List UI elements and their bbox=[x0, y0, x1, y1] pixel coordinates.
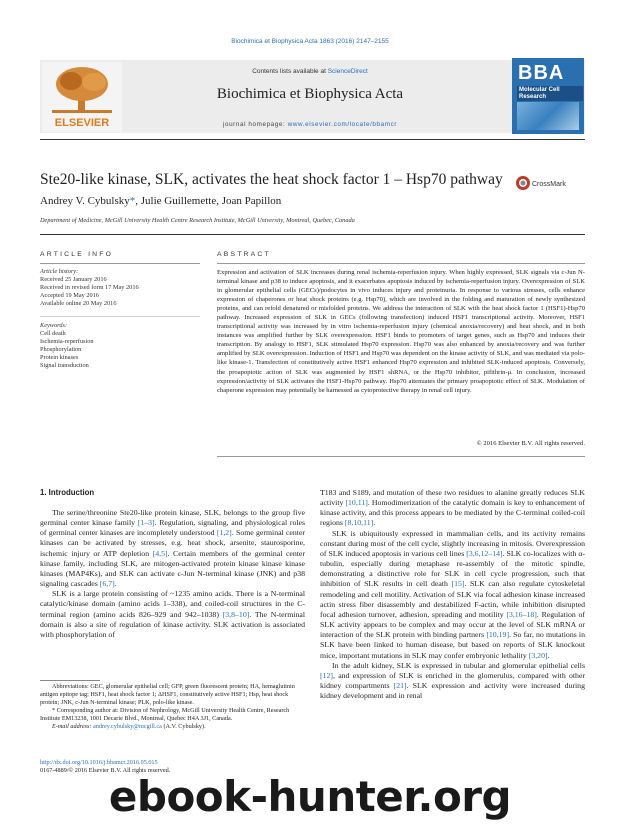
keyword: Signal transduction bbox=[40, 362, 89, 370]
homepage-link[interactable]: www.elsevier.com/locate/bbamcr bbox=[287, 121, 398, 128]
crossmark-badge[interactable] bbox=[515, 175, 585, 191]
paragraph-text: . Regulation of SLK activity appears to be complex and may occur at the level of SLK mRNA or interaction of the SLK protein with binding partners bbox=[320, 609, 585, 640]
abstract-end-rule bbox=[217, 456, 585, 457]
abstract-rule bbox=[217, 263, 585, 264]
paragraph-text: . Regulation, signaling, and physiological roles of germinal center kinases are incompletely understood bbox=[40, 518, 305, 538]
journal-title: Biochimica et Biophysica Acta bbox=[216, 86, 404, 102]
history-item: Accepted 19 May 2016 bbox=[40, 292, 99, 300]
citation-link[interactable]: [1,2] bbox=[216, 528, 232, 538]
issn-copyright: 0167-4889/© 2016 Elsevier B.V. All rights reserved. bbox=[40, 767, 171, 774]
intro-paragraph bbox=[40, 508, 305, 589]
citation-link[interactable]: [21] bbox=[393, 680, 407, 690]
keyword: Ischemia-reperfusion bbox=[40, 338, 94, 346]
homepage-prefix: journal homepage: bbox=[222, 121, 288, 128]
citation-link[interactable]: [10,11] bbox=[345, 498, 368, 508]
watermark: ebook-hunter.org bbox=[108, 772, 512, 821]
info-divider bbox=[40, 316, 200, 317]
intro-paragraph bbox=[320, 488, 585, 529]
keyword: Cell death bbox=[40, 330, 66, 338]
abstract-copyright: © 2016 Elsevier B.V. All rights reserved. bbox=[476, 440, 585, 447]
paragraph-text: . The N-terminal domain is also a site of regulation of kinase activity. SLK activation is associated with phosphorylation of bbox=[40, 609, 305, 639]
journal-reference: Biochimica et Biophysica Acta 1863 (2016) 2147–2155 bbox=[231, 38, 389, 45]
article-title: Ste20-like kinase, SLK, activates the heat shock factor 1 – Hsp70 pathway bbox=[40, 171, 503, 188]
citation-link[interactable]: [3,6,12–14] bbox=[466, 548, 503, 558]
email-label: E-mail address: bbox=[52, 723, 94, 730]
article-info-heading: ARTICLE INFO bbox=[40, 251, 114, 258]
left-column bbox=[40, 508, 305, 640]
history-item: Available online 20 May 2016 bbox=[40, 300, 117, 308]
author-list bbox=[40, 195, 281, 207]
keywords bbox=[40, 322, 195, 371]
footnote-rule bbox=[40, 680, 100, 681]
history-item: Received in revised form 17 May 2016 bbox=[40, 284, 139, 292]
intro-paragraph bbox=[40, 589, 305, 640]
email-link[interactable]: andrey.cybulsky@mcgill.ca bbox=[93, 723, 162, 730]
email-suffix: (A.V. Cybulsky). bbox=[161, 723, 206, 730]
intro-paragraph bbox=[320, 529, 585, 661]
paragraph-text: SLK is ubiquitously expressed in mammalian cells, and its activity remains constant during most of the cell cycle, slightly increasing in mitosis. Overexpression of SLK induced apoptosis in various cell lines bbox=[320, 528, 585, 558]
cover-subtitle: Molecular Cell Research bbox=[517, 86, 583, 101]
paragraph-text: . SLK co-localizes with α-tubulin, especially during metaphase re-assembly of the mitotic spindle, demonstrating a distinctive role for SLK in cell cycle progression, such that inhibition of SLK results in cell death bbox=[320, 548, 586, 589]
abstract-text: Expression and activation of SLK increases during renal ischemia-reperfusion injury. When highly expressed, SLK signals via c-Jun N-terminal kinase and p38 to induce apoptosis, and it exacerbates apoptosis induced by ischemia-reperfusion injury. Overexpression of SLK in glomerular epithelial cells (GECs)/podocytes in vivo induces injury and proteinuria. In response to various stresses, cells enhance expression of chaperones or heat shock proteins (e.g. Hsp70), which are involved in the folding and maturation of newly synthesized proteins, and can refold denatured or misfolded proteins. We address the interaction of SLK with the heat shock factor 1 (HSF1)-Hsp70 pathway. Increased expression of SLK in GECs (following transfection) induced HSF1 transcriptional activity. Moreover, HSF1 transcriptional activity was increased by in vitro ischemia-reperfusion injury (chemical anoxia/recovery) and heat shock, and in both instances was amplified further by SLK overexpression. HSF1 binds to promoters of target genes, such as Hsp70 and induces their transcription. By analogy to HSF1, SLK stimulated Hsp70 expression. Hsp70 was also enhanced by anoxia/recovery and was further amplified by SLK overexpression. Induction of HSF1 and Hsp70 was dependent on the kinase activity of SLK, and was mediated via polo-like kinase-1. Transfection of constitutively active HSF1 enhanced Hsp70 expression and inhibited SLK-induced apoptosis. Conversely, the proapoptotic action of SLK was augmented by HSF1 shRNA, or the Hsp70 inhibitor, pifithrin-μ. In conclusion, increased expression/activity of SLK activates the HSF1-Hsp70 pathway. Hsp70 attenuates the primary proapoptotic effect of SLK. Modulation of chaperone expression may potentially be harnessed as cytoprotective therapy in renal cell injury. bbox=[217, 269, 585, 394]
citation-link[interactable]: [8,10,11] bbox=[344, 518, 374, 528]
abbreviations-footnote: Abbreviations: GEC, glomerular epithelial cell; GFP, green fluorescent protein; HA, hemaglutinin antigen epitope tag; HSF1, heat shock factor 1; ΔHSF1, constitutively active HSF1; Hsp, heat shock protein; JNK, c-Jun N-terminal kinase; PLK, polo-like kinase. bbox=[40, 683, 295, 706]
info-rule bbox=[40, 263, 200, 264]
paragraph-text: . bbox=[114, 579, 117, 589]
keyword: Phosphorylation bbox=[40, 346, 82, 354]
citation-link[interactable]: [3,16–18] bbox=[506, 609, 537, 619]
paragraph-text: SLK is a large protein consisting of ~1235 amino acids. There is a N-terminal catalytic/kinase domain (amino acids 1–338), and coiled-coil structures in the C-terminal region (amino acids 826–929 and 942–1038) bbox=[40, 589, 305, 619]
footnotes bbox=[40, 683, 305, 731]
citation-link[interactable]: [3,20] bbox=[528, 650, 548, 660]
crossmark-label: CrossMark bbox=[532, 181, 566, 188]
journal-cover bbox=[512, 58, 584, 134]
intro-paragraph bbox=[320, 661, 585, 702]
author-first: Andrey V. Cybulsky bbox=[40, 195, 130, 207]
keywords-label: Keywords: bbox=[40, 322, 68, 329]
keyword: Protein kinases bbox=[40, 354, 79, 362]
citation-link[interactable]: [12] bbox=[320, 670, 333, 680]
sciencedirect-link[interactable]: ScienceDirect bbox=[327, 68, 368, 75]
abstract-heading: ABSTRACT bbox=[217, 251, 271, 258]
right-column bbox=[320, 488, 585, 701]
paragraph-text: . SLK can also regulate cytoskeletal remodeling and cell motility. Activation of SLK via focal adhesion kinase increased actin stress fiber disassembly and destabilized F-actin, while inhibition disrupted focal adhesion turnover, adhesion, spreading and motility bbox=[320, 579, 585, 619]
paragraph-text: In the adult kidney, SLK is expressed in tubular and glomerular epithelial cells bbox=[332, 660, 585, 670]
citation-link[interactable]: [10,19] bbox=[486, 630, 510, 640]
paragraph-text: . Some germinal center kinases can be activated by stresses, e.g. heat shock, arsenite, staurosporine, ischemic injury or ATP depletion bbox=[40, 528, 306, 558]
paragraph-text: . Certain members of the germinal center kinase family, including SLK, are mitogen-activated protein kinase kinase kinase kinases (MAP4Ks), and SLK can activate c-Jun N-terminal kinase (JNK) and p38 signaling cascades bbox=[40, 548, 305, 589]
citation-link[interactable]: [4,5] bbox=[152, 548, 168, 558]
paragraph-text: The serine/threonine Ste20-like protein kinase, SLK, belongs to the group five germinal center kinase family bbox=[40, 508, 305, 528]
cover-art bbox=[517, 102, 579, 130]
contents-prefix: Contents lists available at bbox=[252, 68, 328, 75]
citation-link[interactable]: [3,8–10] bbox=[222, 609, 250, 619]
introduction-heading: 1. Introduction bbox=[40, 488, 95, 497]
citation-link[interactable]: [6,7] bbox=[99, 579, 115, 589]
corresponding-mark[interactable]: * bbox=[129, 195, 136, 207]
history-label: Article history: bbox=[40, 268, 79, 275]
paragraph-text: . So far, no mutations in SLK have been linked to human disease, but based on reports of SLK knockout mice, important mutations in SLK may confer embryonic lethality bbox=[320, 630, 585, 660]
history-item: Received 25 January 2016 bbox=[40, 276, 107, 284]
publisher-name: ELSEVIER bbox=[54, 117, 110, 129]
citation-link[interactable]: [15] bbox=[451, 579, 465, 589]
doi-link[interactable]: http://dx.doi.org/10.1016/j.bbamcr.2016.05.015 bbox=[40, 759, 158, 766]
affiliation: Department of Medicine, McGill University Health Centre Research Institute, McGill University, Montreal, Quebec, Canada bbox=[40, 217, 355, 224]
article-history bbox=[40, 268, 195, 308]
paragraph-text: T183 and S189, and mutation of these two residues to alanine greatly reduces SLK activity bbox=[320, 488, 585, 508]
email-footnote bbox=[40, 723, 305, 731]
cover-title: BBA bbox=[518, 62, 565, 84]
header-rule bbox=[40, 139, 585, 140]
affiliation-rule bbox=[40, 234, 585, 235]
author-rest: , Julie Guillemette, Joan Papillon bbox=[135, 195, 282, 207]
corresponding-footnote: * Corresponding author at: Division of Nephrology, McGill University Health Centre, Research Institute EM13238, 1001 Decarie Blvd., Montreal, Quebec H4A 3J1, Canada. bbox=[40, 707, 290, 722]
paragraph-text: , and expression of SLK is enriched in the glomerulus, compared with other kidney compartments bbox=[320, 670, 585, 690]
citation-link[interactable]: [1–3] bbox=[137, 518, 155, 528]
paragraph-text: . Homodimerization of the catalytic domain is key to enhancement of kinase activity, and this process appears to be mediated by the C-terminal coiled-coil regions bbox=[320, 498, 585, 528]
paragraph-text: . bbox=[373, 518, 376, 528]
paragraph-text: . bbox=[547, 650, 550, 660]
paragraph-text: . SLK expression and activity were increased during kidney development and in renal bbox=[320, 680, 585, 701]
